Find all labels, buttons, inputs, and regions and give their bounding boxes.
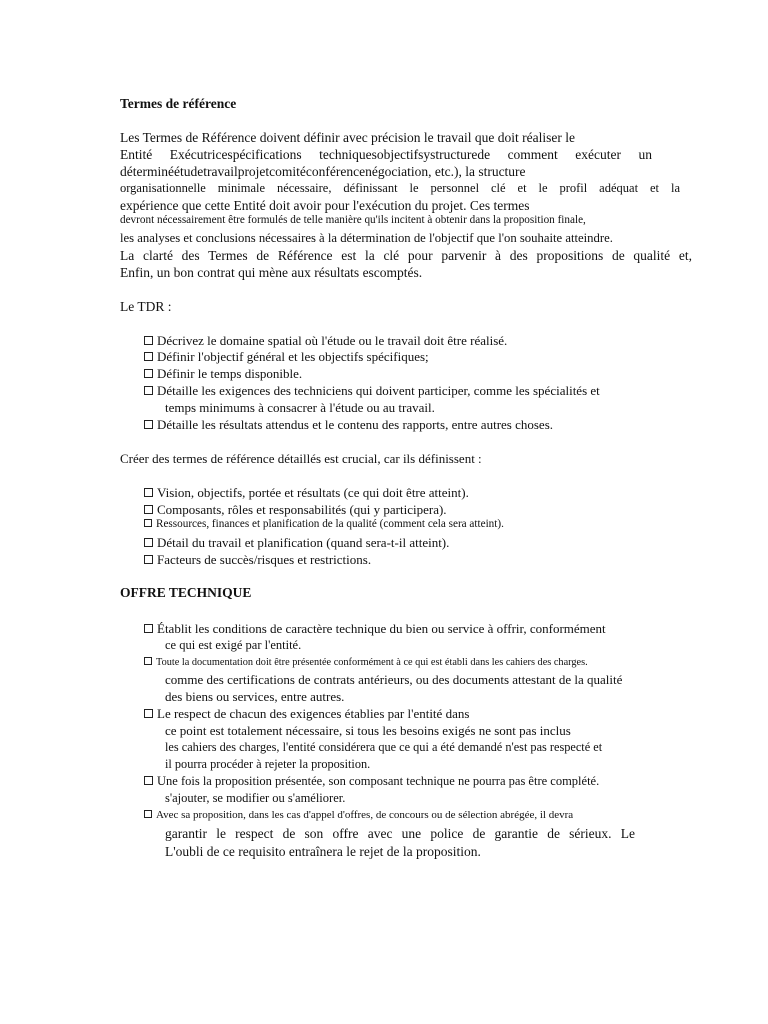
intro-line: devront nécessairement être formulés de telle manière qu'ils incitent à obtenir dans la proposition finale,: [120, 214, 586, 226]
document-title: Termes de référence: [120, 96, 237, 111]
list-item: Avec sa proposition, dans les cas d'appel d'offres, de concours ou de sélection abrégée, il devra: [144, 810, 573, 821]
list-item-continuation: des biens ou services, entre autres.: [165, 689, 345, 704]
list-item: Composants, rôles et responsabilités (qui y participera).: [144, 503, 447, 516]
checkbox-icon: [144, 538, 153, 547]
checkbox-icon: [144, 386, 153, 395]
checkbox-icon: [144, 709, 153, 718]
checkbox-icon: [144, 519, 152, 527]
section-heading: OFFRE TECHNIQUE: [120, 585, 252, 600]
list-item-continuation: il pourra procéder à rejeter la proposition.: [165, 757, 371, 771]
list-item: Définir l'objectif général et les objectifs spécifiques;: [144, 350, 429, 363]
list-item: Facteurs de succès/risques et restrictions.: [144, 553, 371, 566]
list-item: Détaille les exigences des techniciens qui doivent participer, comme les spécialités et: [144, 384, 600, 397]
intro-line: Entité Exécutricespécifications techniquesobjectifsystructurede comment exécuter un: [120, 147, 652, 162]
create-heading: Créer des termes de référence détaillés est crucial, car ils définissent :: [120, 451, 482, 466]
list-item-continuation: ce qui est exigé par l'entité.: [165, 638, 302, 652]
intro-line: expérience que cette Entité doit avoir pour l'exécution du projet. Ces termes: [120, 198, 530, 213]
list-item: Le respect de chacun des exigences établies par l'entité dans: [144, 707, 469, 720]
checkbox-icon: [144, 352, 153, 361]
list-item: Toute la documentation doit être présentée conformément à ce qui est établi dans les cahiers des charges.: [144, 657, 588, 668]
checkbox-icon: [144, 420, 153, 429]
list-item-continuation: ce point est totalement nécessaire, si tous les besoins exigés ne sont pas inclus: [165, 723, 571, 738]
checkbox-icon: [144, 336, 153, 345]
list-item: Détail du travail et planification (quand sera-t-il atteint).: [144, 536, 449, 549]
list-item-continuation: comme des certifications de contrats antérieurs, ou des documents attestant de la qualité: [165, 672, 623, 687]
intro-line: déterminéétudetravailprojetcomitéconférencenégociation, etc.), la structure: [120, 164, 526, 179]
list-item: Détaille les résultats attendus et le contenu des rapports, entre autres choses.: [144, 418, 553, 431]
intro-line: organisationnelle minimale nécessaire, définissant le personnel clé et le profil adéquat et la: [120, 181, 680, 195]
list-item: Une fois la proposition présentée, son composant technique ne pourra pas être complété.: [144, 775, 599, 788]
list-item: Ressources, finances et planification de la qualité (comment cela sera atteint).: [144, 519, 504, 530]
checkbox-icon: [144, 810, 152, 818]
list-item: Décrivez le domaine spatial où l'étude ou le travail doit être réalisé.: [144, 334, 507, 347]
checkbox-icon: [144, 624, 153, 633]
checkbox-icon: [144, 488, 153, 497]
list-item-continuation: garantir le respect de son offre avec une police de garantie de sérieux. Le: [165, 826, 635, 841]
checkbox-icon: [144, 555, 153, 564]
list-item-continuation: les cahiers des charges, l'entité considérera que ce qui a été demandé n'est pas respecté et: [165, 740, 603, 754]
list-item-continuation: L'oubli de ce requisito entraînera le rejet de la proposition.: [165, 844, 481, 859]
intro-line: Les Termes de Référence doivent définir avec précision le travail que doit réaliser le: [120, 130, 575, 145]
list-item: Vision, objectifs, portée et résultats (ce qui doit être atteint).: [144, 486, 469, 499]
list-item: Établit les conditions de caractère technique du bien ou service à offrir, conformément: [144, 622, 606, 635]
checkbox-icon: [144, 657, 152, 665]
checkbox-icon: [144, 505, 153, 514]
checkbox-icon: [144, 776, 153, 785]
list-item-continuation: s'ajouter, se modifier ou s'améliorer.: [165, 791, 346, 805]
intro-line: Enfin, un bon contrat qui mène aux résultats escomptés.: [120, 265, 423, 280]
list-item-continuation: temps minimums à consacrer à l'étude ou au travail.: [165, 400, 435, 415]
list-item: Définir le temps disponible.: [144, 367, 302, 380]
tdr-heading: Le TDR :: [120, 299, 172, 314]
intro-line: les analyses et conclusions nécessaires à la détermination de l'objectif que l'on souhaite atteindre.: [120, 231, 613, 245]
intro-line: La clarté des Termes de Référence est la clé pour parvenir à des propositions de qualité et,: [120, 248, 692, 263]
checkbox-icon: [144, 369, 153, 378]
